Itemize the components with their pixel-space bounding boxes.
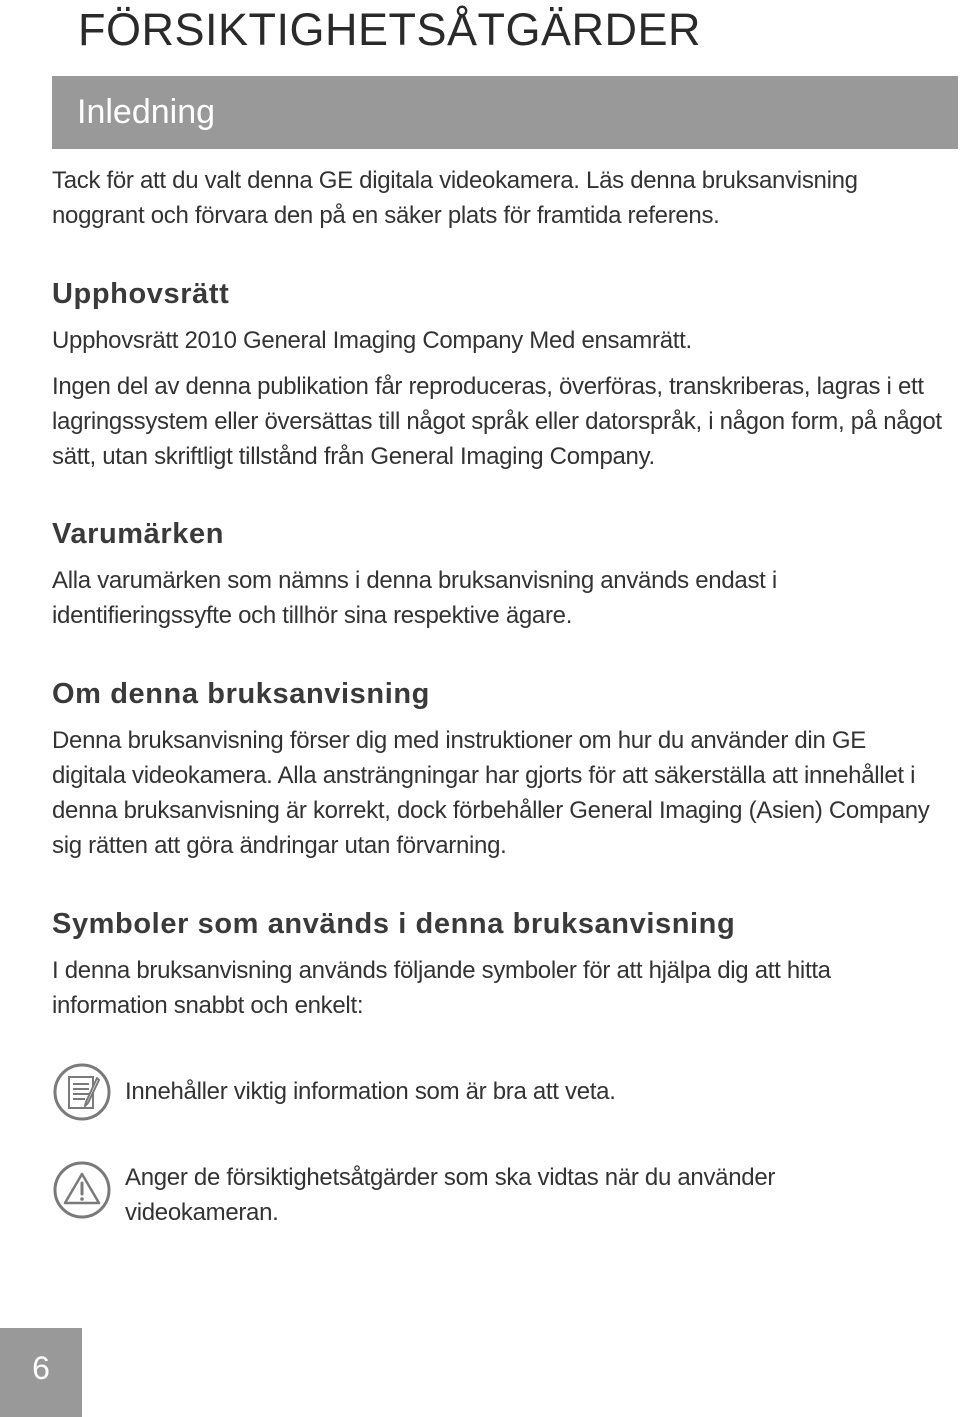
page-title: FÖRSIKTIGHETSÅTGÄRDER [78, 4, 702, 55]
symbols-heading: Symboler som används i denna bruksanvisning [52, 908, 736, 940]
copyright-section [52, 276, 942, 474]
about-section [52, 676, 942, 863]
symbols-section [52, 906, 942, 1023]
copyright-heading: Upphovsrätt [52, 278, 230, 310]
symbol-note-text: Innehåller viktig information som är bra att veta. [125, 1078, 616, 1105]
warning-icon [52, 1160, 112, 1220]
page-number: 6 [32, 1350, 50, 1386]
copyright-notice: Ingen del av denna publikation får reproduceras, överföras, transkriberas, lagras i ett lagringssystem eller översättas till något språk eller datorspråk, i någon form, på något sätt, utan skriftligt tillstånd från General Imaging Company. [52, 373, 942, 470]
intro-paragraph: Tack för att du valt denna GE digitala videokamera. Läs denna bruksanvisning noggrant och förvara den på en säker plats för framtida referens. [52, 167, 858, 229]
trademarks-heading: Varumärken [52, 518, 225, 550]
about-heading: Om denna bruksanvisning [52, 678, 430, 710]
trademarks-section [52, 516, 942, 633]
about-paragraph: Denna bruksanvisning förser dig med instruktioner om hur du använder din GE digitala videokamera. Alla ansträngningar har gjorts för att säkerställa att innehållet i denna bruksanvisning är korrekt, dock förbehåller General Imaging (Asien) Company sig rätten att göra ändringar utan förvarning. [52, 727, 930, 859]
section-band-label: Inledning [77, 93, 216, 131]
symbol-warning-text: Anger de försiktighetsåtgärder som ska vidtas när du använder videokameran. [125, 1164, 776, 1226]
section-band-intro [52, 76, 958, 149]
symbols-intro: I denna bruksanvisning används följande symboler för att hjälpa dig att hitta information snabbt och enkelt: [52, 957, 831, 1019]
intro-section [52, 163, 942, 233]
trademarks-paragraph: Alla varumärken som nämns i denna bruksanvisning används endast i identifieringssyfte och tillhör sina respektive ägare. [52, 567, 777, 629]
page-number-tab [0, 1328, 82, 1417]
copyright-line: Upphovsrätt 2010 General Imaging Company Med ensamrätt. [52, 327, 692, 354]
note-icon [52, 1062, 112, 1122]
